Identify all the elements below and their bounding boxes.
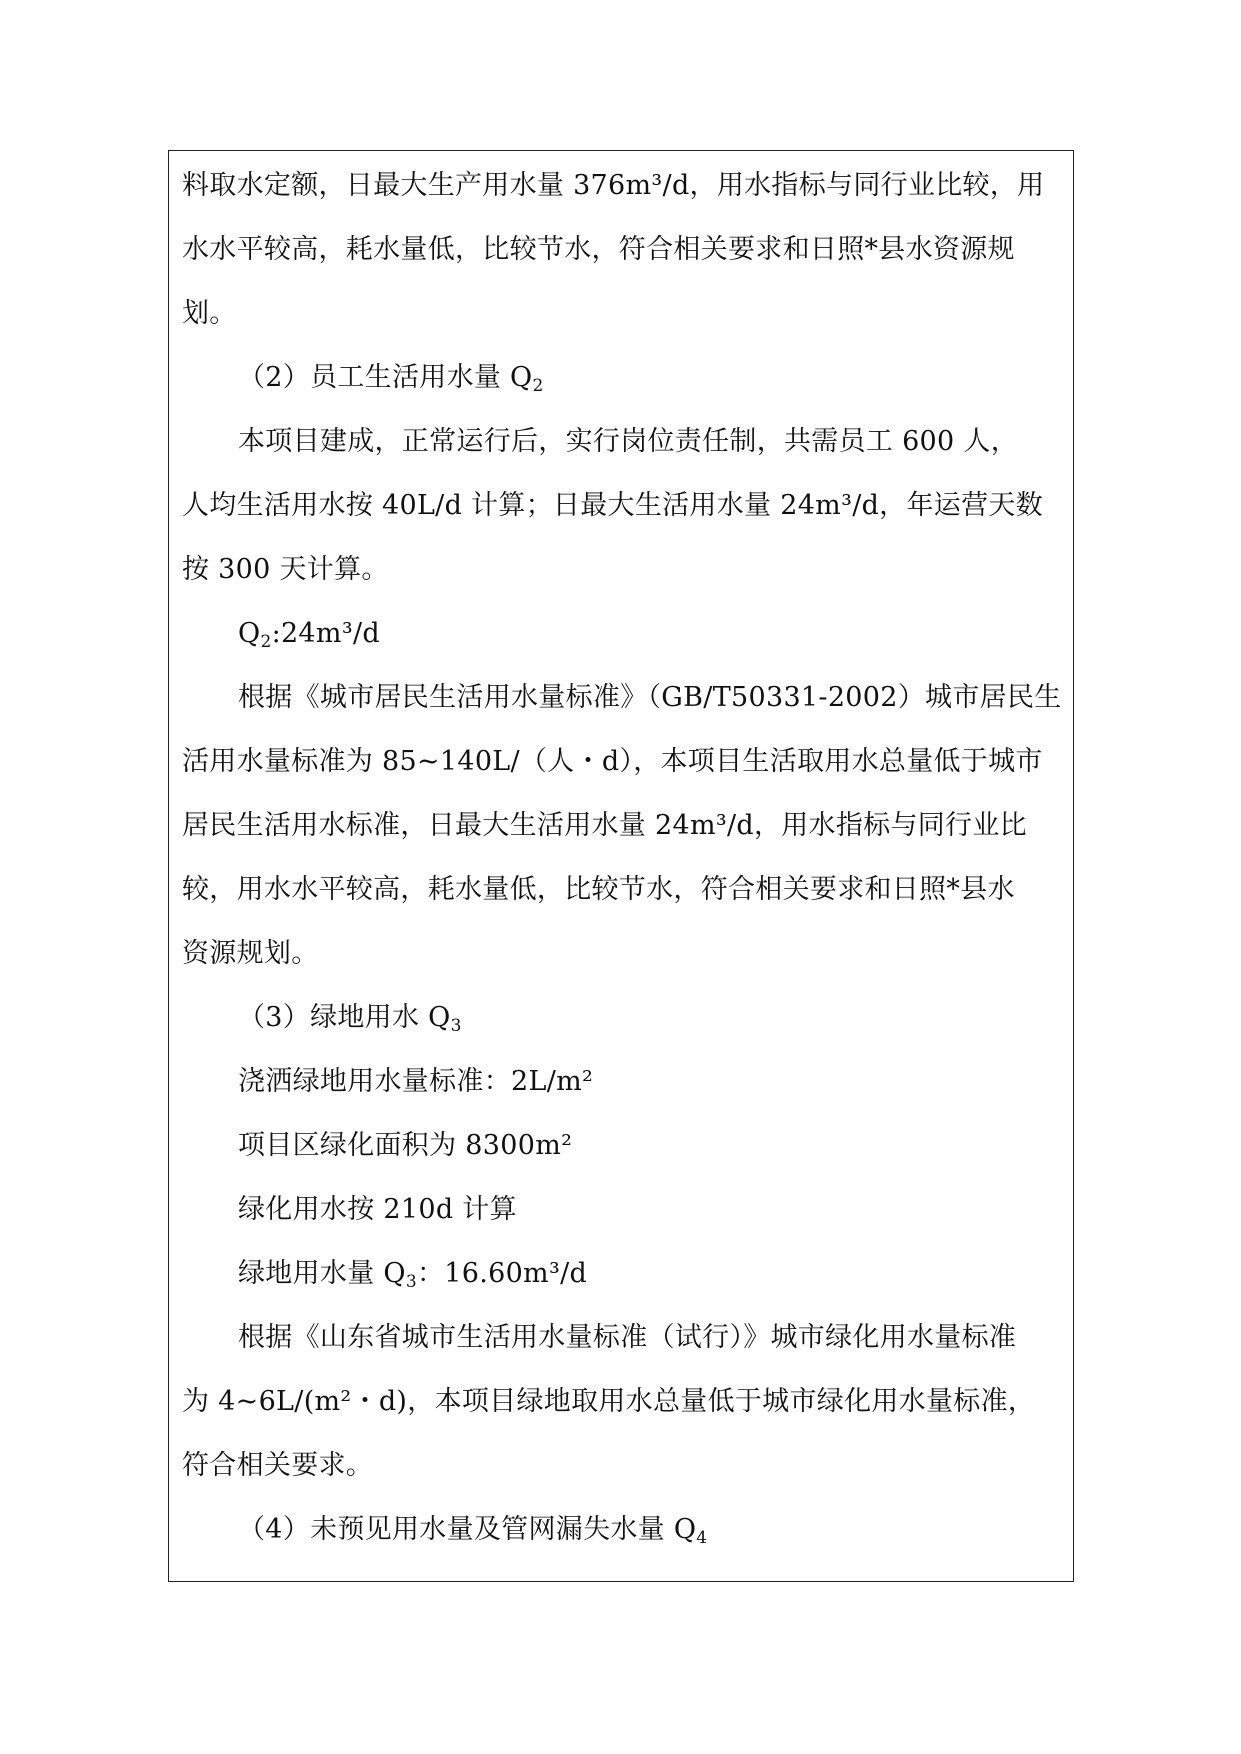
paragraph-line: 较，用水水平较高，耗水量低，比较节水，符合相关要求和日照*县水 [182, 874, 1015, 905]
subscript: 2 [532, 376, 544, 396]
formula-q3 [238, 1254, 587, 1294]
paragraph-line: 料取水定额，日最大生产用水量 376m³/d，用水指标与同行业比较，用 [182, 170, 1045, 201]
formula-label: 绿地用水量 Q [238, 1258, 406, 1289]
subscript: 2 [260, 632, 272, 652]
paragraph-line: 本项目建成，正常运行后，实行岗位责任制，共需员工 600 人， [238, 426, 1018, 457]
paragraph-line: 根据《山东省城市生活用水量标准（试行）》城市绿化用水量标准 [238, 1322, 1017, 1353]
paragraph-line: 资源规划。 [182, 938, 319, 969]
paragraph-line: 项目区绿化面积为 8300m² [238, 1130, 573, 1161]
section-heading-q4 [238, 1510, 707, 1550]
paragraph-line: 划。 [182, 298, 237, 329]
heading-text: （4）未预见用水量及管网漏失水量 Q [238, 1514, 697, 1545]
formula-var: Q [238, 618, 261, 649]
section-heading-q2 [238, 358, 544, 398]
paragraph-line: 为 4~6L/(m²・d)，本项目绿地取用水总量低于城市绿化用水量标准， [182, 1386, 1036, 1417]
heading-text: （3）绿地用水 Q [238, 1002, 451, 1033]
paragraph-line: 绿化用水按 210d 计算 [238, 1194, 517, 1225]
paragraph-line: 根据《城市居民生活用水量标准》（GB/T50331-2002）城市居民生 [238, 682, 1062, 713]
heading-text: （2）员工生活用水量 Q [238, 362, 533, 393]
formula-q2 [238, 614, 380, 654]
subscript: 3 [450, 1016, 462, 1036]
paragraph-line: 活用水量标准为 85~140L/（人・d），本项目生活取用水总量低于城市 [182, 746, 1043, 777]
paragraph-line: 按 300 天计算。 [182, 554, 389, 585]
formula-value: :24m³/d [271, 618, 380, 649]
formula-value: ：16.60m³/d [416, 1258, 588, 1289]
subscript: 3 [405, 1272, 417, 1292]
paragraph-line: 符合相关要求。 [182, 1450, 374, 1481]
section-heading-q3 [238, 998, 462, 1038]
paragraph-line: 浇洒绿地用水量标准：2L/m² [238, 1066, 594, 1097]
paragraph-line: 人均生活用水按 40L/d 计算；日最大生活用水量 24m³/d，年运营天数 [182, 490, 1043, 521]
subscript: 4 [696, 1528, 708, 1548]
paragraph-line: 水水平较高，耗水量低，比较节水，符合相关要求和日照*县水资源规 [182, 234, 1015, 265]
paragraph-line: 居民生活用水标准，日最大生活用水量 24m³/d，用水指标与同行业比 [182, 810, 1027, 841]
